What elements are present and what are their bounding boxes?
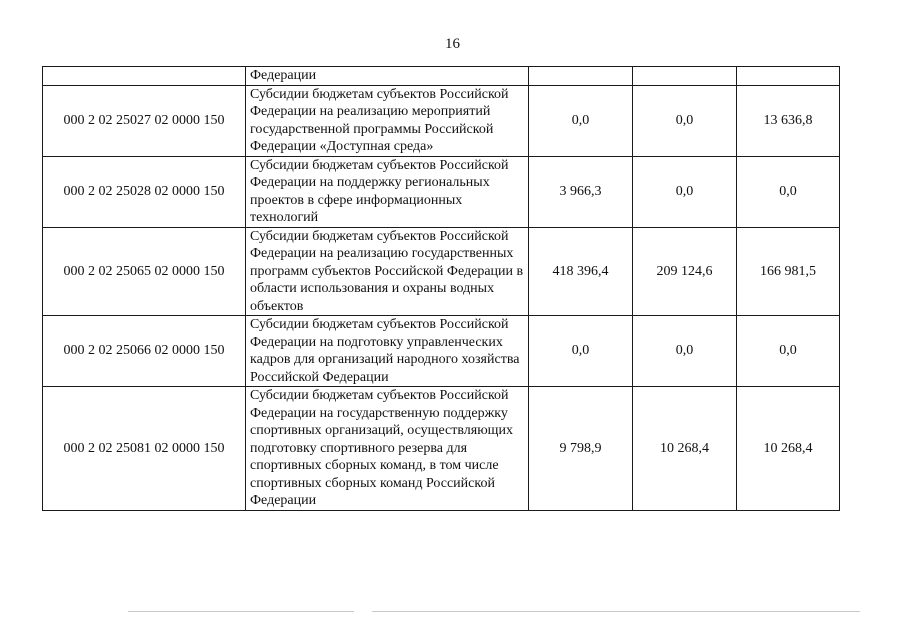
value-cell-1	[529, 67, 633, 86]
scan-artifact-line	[128, 611, 354, 612]
value-cell-3: 13 636,8	[737, 85, 840, 156]
description-cell: Субсидии бюджетам субъектов Российской Федерации на реализацию мероприятий государственной программы Российской Федерации «Доступная среда»	[246, 85, 529, 156]
value-cell-1: 3 966,3	[529, 156, 633, 227]
budget-code-cell: 000 2 02 25065 02 0000 150	[43, 227, 246, 316]
value-cell-3: 10 268,4	[737, 387, 840, 511]
description-cell: Субсидии бюджетам субъектов Российской Федерации на реализацию государственных программ субъектов Российской Федерации в области использования и охраны водных объектов	[246, 227, 529, 316]
description-cell: Субсидии бюджетам субъектов Российской Федерации на государственную поддержку спортивных организаций, осуществляющих подготовку спортивного резерва для спортивных сборных команд, в том числе спортивных сборных команд Российской Федерации	[246, 387, 529, 511]
table-row	[43, 156, 840, 227]
table-row	[43, 387, 840, 511]
value-cell-1: 418 396,4	[529, 227, 633, 316]
budget-code-cell: 000 2 02 25066 02 0000 150	[43, 316, 246, 387]
budget-code-cell: 000 2 02 25081 02 0000 150	[43, 387, 246, 511]
value-cell-1: 0,0	[529, 85, 633, 156]
description-cell: Субсидии бюджетам субъектов Российской Федерации на поддержку региональных проектов в сфере информационных технологий	[246, 156, 529, 227]
value-cell-3: 0,0	[737, 316, 840, 387]
table-row-continuation	[43, 67, 840, 86]
value-cell-2: 209 124,6	[633, 227, 737, 316]
description-cell: Федерации	[246, 67, 529, 86]
value-cell-2: 0,0	[633, 156, 737, 227]
scan-artifact-line	[372, 611, 860, 612]
value-cell-2: 0,0	[633, 85, 737, 156]
table-row	[43, 85, 840, 156]
value-cell-3: 0,0	[737, 156, 840, 227]
value-cell-2: 10 268,4	[633, 387, 737, 511]
value-cell-1: 0,0	[529, 316, 633, 387]
value-cell-2: 0,0	[633, 316, 737, 387]
table-row	[43, 227, 840, 316]
value-cell-3	[737, 67, 840, 86]
budget-code-cell	[43, 67, 246, 86]
value-cell-3: 166 981,5	[737, 227, 840, 316]
value-cell-1: 9 798,9	[529, 387, 633, 511]
value-cell-2	[633, 67, 737, 86]
budget-table	[42, 66, 840, 511]
budget-code-cell: 000 2 02 25027 02 0000 150	[43, 85, 246, 156]
budget-code-cell: 000 2 02 25028 02 0000 150	[43, 156, 246, 227]
table-row	[43, 316, 840, 387]
description-cell: Субсидии бюджетам субъектов Российской Федерации на подготовку управленческих кадров для организаций народного хозяйства Российской Федерации	[246, 316, 529, 387]
page-number: 16	[445, 36, 460, 52]
